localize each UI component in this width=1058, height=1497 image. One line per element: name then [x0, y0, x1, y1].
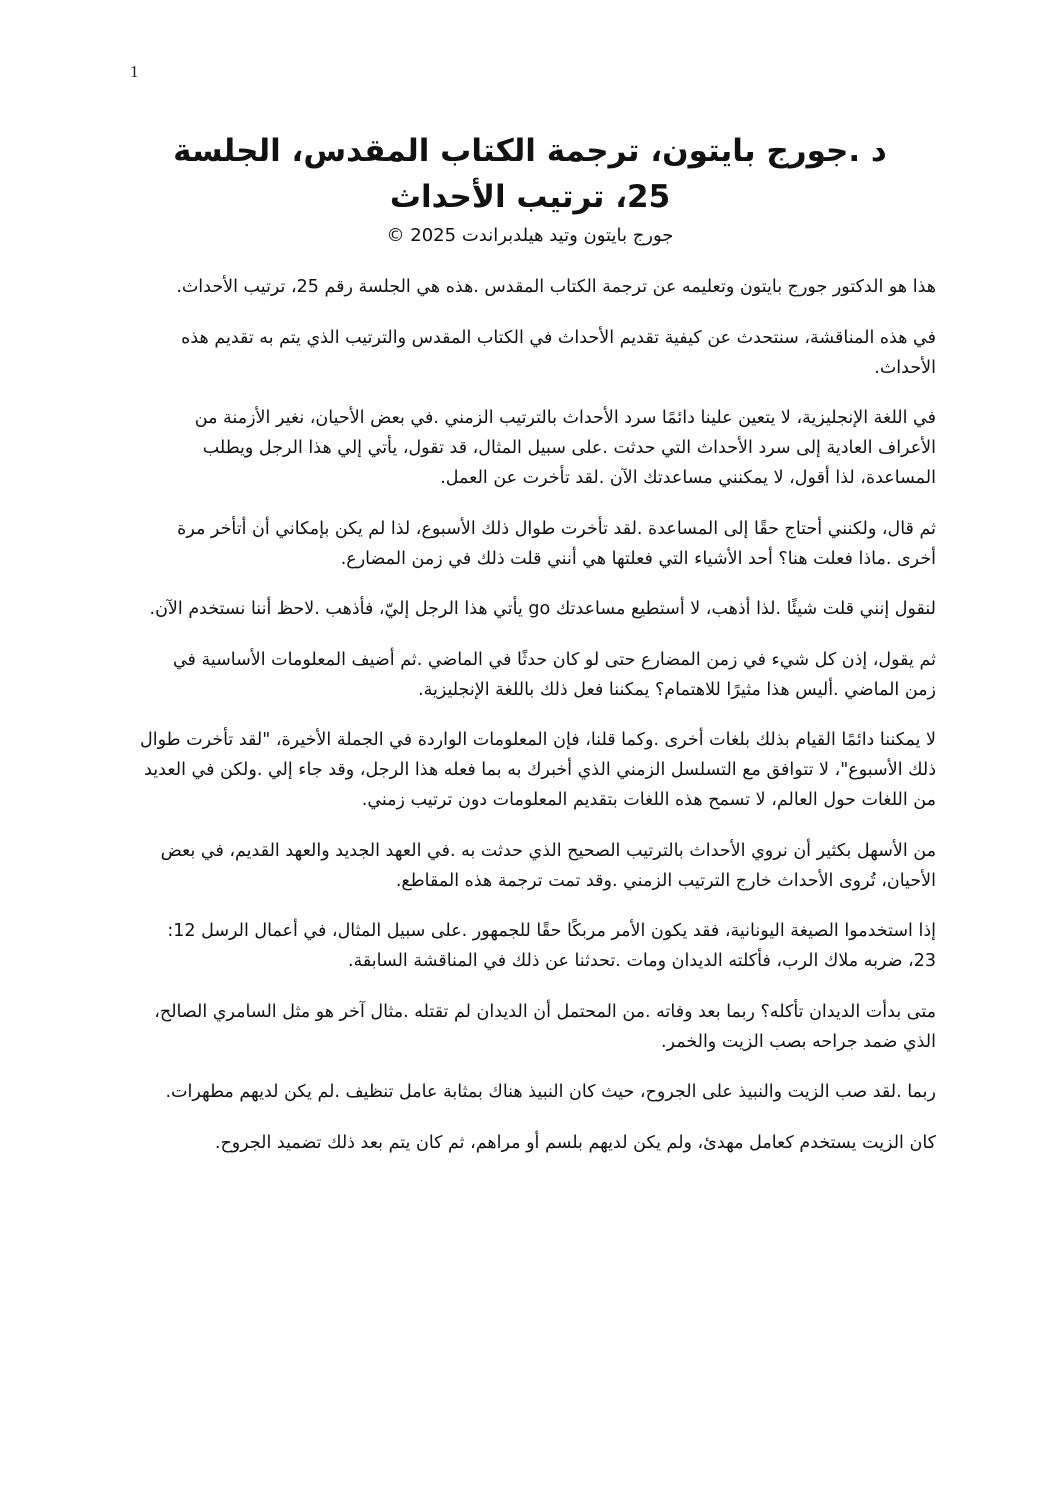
paragraph-3: في اللغة الإنجليزية، لا يتعين علينا دائمًا سرد الأحداث بالترتيب الزمني .في بعض الأحيان، نغير الأزمنة من الأعراف العادية إلى سرد الأحداث التي حدثت .على سبيل المثال، قد تقول، يأتي إلي هذا الرجل ويطلب المساعدة، لذا أقول، لا يمكنني مساعدتك الآن .لقد تأخرت عن العمل. [194, 408, 936, 488]
document-body [138, 272, 936, 1178]
title-block [150, 128, 910, 250]
paragraph-10: متى بدأت الديدان تأكله؟ ربما بعد وفاته .من المحتمل أن الديدان لم تقتله .مثال آخر هو مثل السامري الصالح، الذي ضمد جراحه بصب الزيت والخمر. [154, 1001, 936, 1052]
document-title: د .جورج بايتون، ترجمة الكتاب المقدس، الجلسة 25، ترتيب الأحداث [173, 133, 887, 215]
paragraph-9: إذا استخدموا الصيغة اليونانية، فقد يكون الأمر مربكًا حقًا للجمهور .على سبيل المثال، في أعمال الرسل 12: 23، ضربه ملاك الرب، فأكلته الديدان ومات .تحدثنا عن ذلك في المناقشة السابقة. [167, 921, 936, 971]
paragraph-8: من الأسهل بكثير أن نروي الأحداث بالترتيب الصحيح الذي حدثت به .في العهد الجديد والعهد القديم، في بعض الأحيان، تُروى الأحداث خارج الترتيب الزمني .وقد تمت ترجمة هذه المقاطع. [160, 840, 936, 891]
paragraph-4: ثم قال، ولكنني أحتاج حقًا إلى المساعدة .لقد تأخرت طوال ذلك الأسبوع، لذا لم يكن بإمكاني أن أتأخر مرة أخرى .ماذا فعلت هنا؟ أحد الأشياء التي فعلتها هي أنني قلت ذلك في زمن المضارع. [177, 518, 936, 569]
paragraph-2: في هذه المناقشة، سنتحدث عن كيفية تقديم الأحداث في الكتاب المقدس والترتيب الذي يتم به تقديم هذه الأحداث. [181, 327, 936, 378]
copyright-line: جورج بايتون وتيد هيلدبراندت 2025 © [386, 225, 674, 246]
paragraph-11: ربما .لقد صب الزيت والنبيذ على الجروح، حيث كان النبيذ هناك بمثابة عامل تنظيف .لم يكن لديهم مطهرات. [165, 1082, 936, 1102]
paragraph-6: ثم يقول، إذن كل شيء في زمن المضارع حتى لو كان حدثًا في الماضي .ثم أضيف المعلومات الأساسية في زمن الماضي .أليس هذا مثيرًا للاهتمام؟ يمكننا فعل ذلك باللغة الإنجليزية. [172, 649, 936, 700]
paragraph-1: هذا هو الدكتور جورج بايتون وتعليمه عن ترجمة الكتاب المقدس .هذه هي الجلسة رقم 25، ترتيب الأحداث. [176, 277, 936, 297]
paragraph-12: كان الزيت يستخدم كعامل مهدئ، ولم يكن لديهم بلسم أو مراهم، ثم كان يتم بعد ذلك تضميد الجروح. [214, 1132, 936, 1153]
paragraph-7: لا يمكننا دائمًا القيام بذلك بلغات أخرى .وكما قلنا، فإن المعلومات الواردة في الجملة الأخيرة، "لقد تأخرت طوال ذلك الأسبوع"، لا تتوافق مع التسلسل الزمني الذي أخبرك به بما فعله هذا الرجل، وقد جاء إلي .ولكن في العديد من اللغات حول العالم، لا تسمح هذه اللغات بتقديم المعلومات دون ترتيب زمني. [140, 730, 936, 810]
page-number: 1 [130, 62, 139, 81]
paragraph-5: لنقول إنني قلت شيئًا .لذا أذهب، لا أستطيع مساعدتك go يأتي هذا الرجل إليّ، فأذهب .لاحظ أننا نستخدم الآن. [149, 599, 936, 619]
